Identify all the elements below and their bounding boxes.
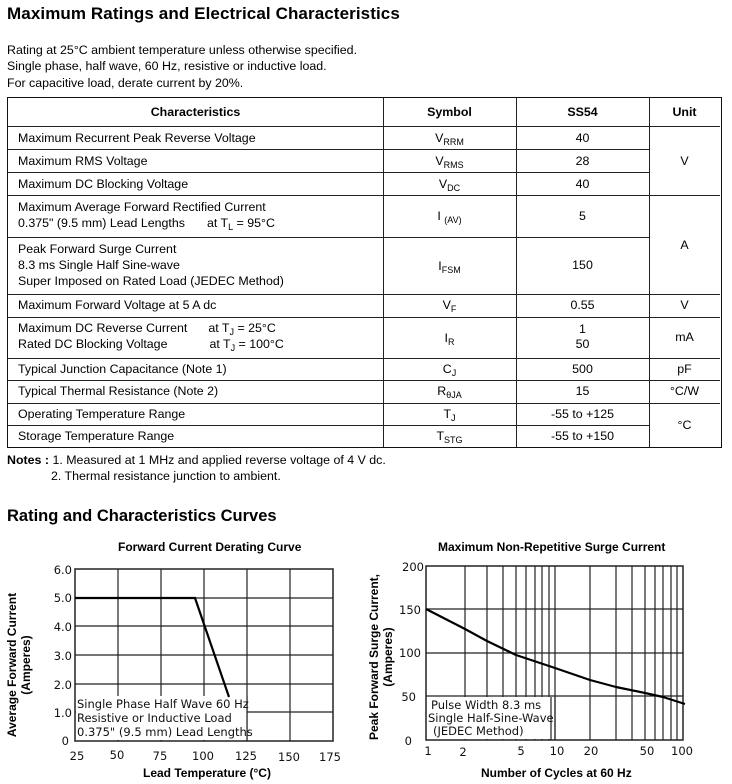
unit-volts: V (680, 154, 689, 168)
row-value: 28 (575, 154, 590, 168)
svg-text:0: 0 (61, 734, 69, 748)
svg-text:0: 0 (404, 734, 412, 748)
header-unit: Unit (672, 105, 697, 119)
row-characteristic: Typical Thermal Resistance (Note 2) (18, 384, 219, 398)
derating-chart-title: Forward Current Derating Curve (118, 540, 302, 554)
row-symbol: $I_R$ (444, 331, 455, 347)
svg-text:3.0: 3.0 (53, 649, 72, 663)
surge-annotation-line2: Single Half-Sine-Wave (428, 711, 554, 725)
svg-text:100: 100 (399, 646, 421, 660)
unit-picofarads: pF (677, 362, 692, 376)
derating-annotation-line2: Resistive or Inductive Load (77, 711, 232, 725)
derating-chart-ylabel: Average Forward Current (Amperes) (5, 592, 33, 738)
svg-text:50: 50 (401, 690, 416, 704)
row-value: -55 to +125 (550, 407, 615, 421)
row-characteristic: Storage Temperature Range (18, 429, 175, 443)
row-value: 500 (572, 362, 593, 376)
derating-annotation-line1: Single Phase Half Wave 60 Hz (77, 697, 249, 711)
unit-celsius: °C (677, 418, 692, 432)
unit-celsius-per-watt: °C/W (669, 384, 700, 398)
svg-text:150: 150 (278, 750, 300, 764)
row-symbol: $V_{RMS}$ (435, 154, 464, 170)
row-characteristic: Maximum Forward Voltage at 5 A dc (18, 298, 217, 312)
svg-text:25: 25 (69, 749, 85, 763)
surge-annotation-line1: Pulse Width 8.3 ms (431, 698, 542, 712)
row-characteristic: Maximum DC Reverse Current at $T_J = 25^\circ C$ (18, 321, 276, 337)
surge-chart-title: Maximum Non-Repetitive Surge Current (438, 540, 666, 554)
surge-chart-xlabel: Number of Cycles at 60 Hz (481, 766, 632, 780)
row-value: -55 to +150 (550, 429, 615, 443)
unit-amps: A (680, 238, 689, 252)
row-symbol: $T_J$ (443, 407, 456, 423)
row-symbol: $T_{STG}$ (436, 429, 463, 445)
svg-text:1.0: 1.0 (53, 706, 72, 720)
header-characteristics: Characteristics (150, 105, 241, 119)
svg-text:2: 2 (459, 745, 467, 759)
row-characteristic: Operating Temperature Range (18, 407, 186, 421)
row-characteristic-line2: Rated DC Blocking Voltage at $T_J = 100^\circ C$ (18, 337, 284, 353)
row-symbol: I $_{(AV)}$ (437, 209, 462, 225)
header-part: SS54 (567, 105, 598, 119)
row-characteristic: Maximum RMS Voltage (18, 154, 148, 168)
svg-text:175: 175 (319, 750, 341, 764)
svg-text:100: 100 (192, 749, 214, 763)
row-value-line2: 50 (575, 337, 590, 351)
curves-section-title: Rating and Characteristics Curves (7, 507, 277, 525)
row-value: 15 (575, 384, 590, 398)
svg-text:100: 100 (671, 744, 693, 758)
row-characteristic-line2: 8.3 ms Single Half Sine-wave (18, 258, 180, 272)
row-characteristic: Peak Forward Surge Current (18, 242, 177, 256)
svg-text:5.0: 5.0 (53, 591, 72, 605)
row-value: 0.55 (570, 298, 595, 312)
row-symbol: $R_{\theta JA}$ (437, 384, 462, 400)
row-value: 5 (579, 209, 586, 223)
svg-text:50: 50 (109, 748, 125, 762)
unit-milliamps: mA (675, 330, 694, 344)
svg-text:1: 1 (424, 744, 432, 758)
svg-text:2.0: 2.0 (53, 678, 72, 692)
surge-chart-ylabel: Peak Forward Surge Current, (Amperes) (367, 573, 395, 741)
row-symbol: $V_{DC}$ (438, 177, 461, 193)
note-item: 2. Thermal resistance junction to ambient. (51, 469, 281, 483)
svg-text:5: 5 (517, 744, 525, 758)
intro-line: Single phase, half wave, 60 Hz, resistive or inductive load. (7, 59, 327, 74)
page-title: Maximum Ratings and Electrical Characteristics (7, 4, 400, 23)
surge-annotation-line3: (JEDEC Method) (433, 724, 524, 738)
row-characteristic: Maximum DC Blocking Voltage (18, 177, 189, 191)
unit-volts: V (680, 298, 689, 312)
svg-text:150: 150 (399, 603, 421, 617)
row-value: 150 (572, 258, 593, 272)
row-symbol: $C_J$ (442, 362, 457, 378)
svg-text:200: 200 (402, 560, 424, 574)
row-characteristic: Maximum Recurrent Peak Reverse Voltage (18, 131, 256, 145)
intro-line: For capacitive load, derate current by 20%. (7, 75, 244, 90)
row-symbol: $V_{RRM}$ (435, 131, 464, 147)
row-symbol: $V_F$ (442, 298, 457, 314)
row-characteristic-line3: Super Imposed on Rated Load (JEDEC Method) (18, 274, 284, 288)
svg-text:75: 75 (152, 749, 168, 763)
row-value: 40 (575, 131, 590, 145)
row-symbol: $I_{FSM}$ (438, 259, 461, 275)
svg-text:4.0: 4.0 (53, 620, 72, 634)
derating-chart (0, 0, 360, 784)
header-symbol: Symbol (427, 105, 472, 119)
note-item: 1. Measured at 1 MHz and applied reverse voltage of 4 V dc. (52, 453, 386, 467)
svg-text:20: 20 (583, 744, 599, 758)
row-characteristic: Maximum Average Forward Rectified Current (18, 200, 266, 214)
surge-chart (360, 0, 732, 784)
row-value: 1 (579, 322, 586, 336)
notes-label: Notes : (7, 453, 49, 467)
svg-text:10: 10 (549, 744, 565, 758)
derating-chart-xlabel: Lead Temperature (°C) (143, 766, 271, 780)
row-characteristic-line2: 0.375" (9.5 mm) Lead Lengths at $T_L = 95^\circ C$ (18, 216, 275, 232)
intro-line: Rating at 25°C ambient temperature unless otherwise specified. (7, 43, 358, 57)
svg-text:6.0: 6.0 (53, 563, 72, 577)
row-value: 40 (575, 177, 590, 191)
derating-annotation-line3: 0.375" (9.5 mm) Lead Lengths (77, 725, 253, 739)
svg-text:125: 125 (235, 749, 257, 763)
row-characteristic: Typical Junction Capacitance (Note 1) (18, 362, 227, 376)
svg-text:50: 50 (639, 744, 655, 758)
